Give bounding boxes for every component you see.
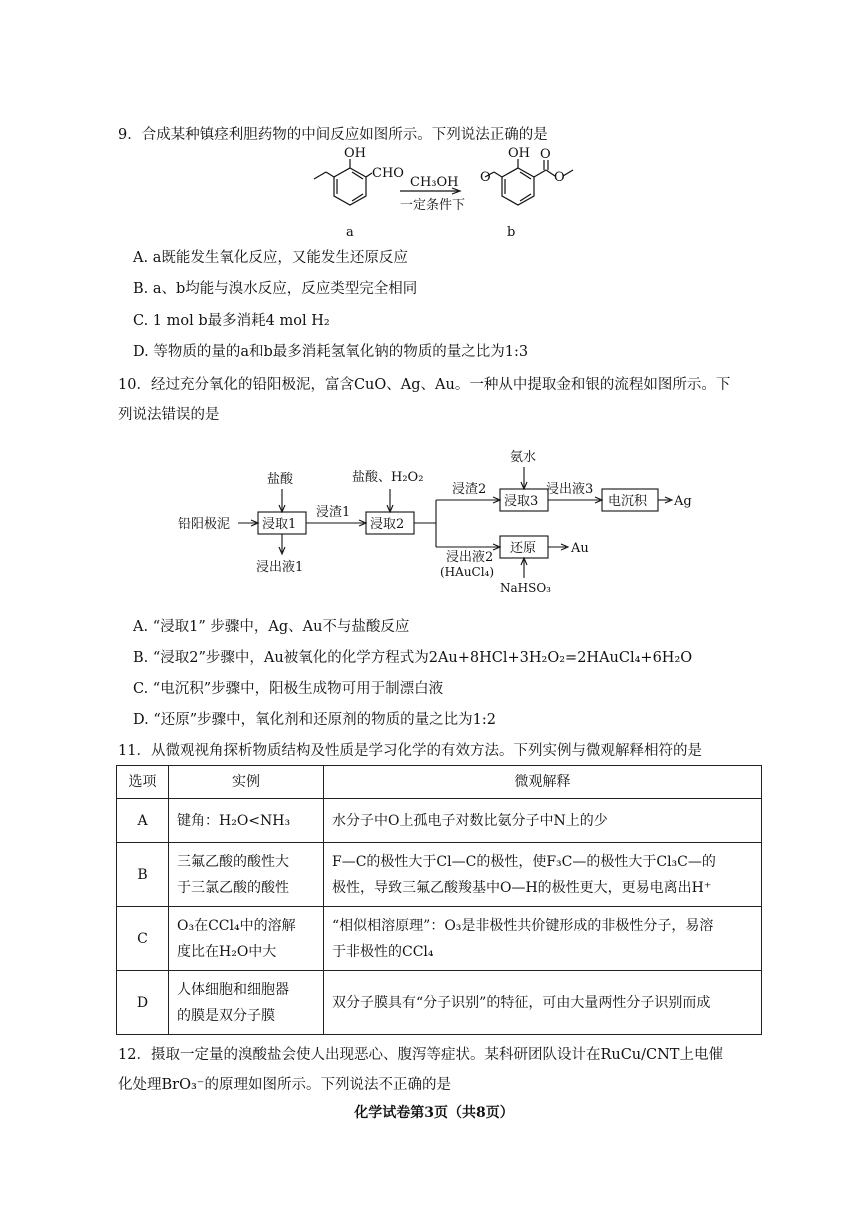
q10-option-a: A. “浸取1” 步骤中，Ag、Au不与盐酸反应 [133,619,410,635]
table-header-row [117,766,762,799]
q9-reaction-scheme [300,143,600,241]
flow-leach2-formula: (HAuCl₄) [440,565,495,579]
row-example: 三氟乙酸的酸性大 于三氯乙酸的酸性 [169,843,324,907]
row-option: B [117,843,169,907]
flow-box1: 浸取1 [262,517,297,532]
row-option: A [117,799,169,843]
table-row [117,971,762,1035]
header-example: 实例 [169,766,324,799]
q9-option-d: D. 等物质的量的a和b最多消耗氢氧化钠的物质的量之比为1:3 [133,344,529,360]
q11-table [116,765,762,1035]
q9-label-cho: CHO [372,166,404,181]
header-option: 选项 [117,766,169,799]
flow-product-au: Au [571,541,589,556]
q9-option-a: A. a既能发生氧化反应，又能发生还原反应 [133,250,408,266]
row-option: C [117,907,169,971]
q9-label-a: a [346,225,354,240]
q9-label-oh-a: OH [344,146,366,161]
flow-product-ag: Ag [674,494,692,509]
flow-reagent3: 氨水 [510,450,537,465]
page-footer: 化学试卷第3页（共8页） [354,1105,514,1121]
table-row [117,799,762,843]
q9-label-oh-b: OH [508,146,530,161]
q10-stem-line2: 列说法错误的是 [118,407,220,423]
q9-label-condition: 一定条件下 [400,198,466,213]
q10-stem-line1: 10．经过充分氧化的铅阳极泥，富含CuO、Ag、Au。一种从中提取金和银的流程如图所示。下 [118,377,731,393]
flow-box2: 浸取2 [370,517,405,532]
table-row [117,843,762,907]
flow-box4: 电沉积 [608,494,648,509]
q10-flowchart [170,445,730,600]
flow-reagent5: NaHSO₃ [500,581,551,595]
q9-option-b: B. a、b均能与溴水反应，反应类型完全相同 [133,281,418,297]
q9-label-reagent: CH₃OH [410,175,459,190]
q11-stem: 11．从微观视角探析物质结构及性质是学习化学的有效方法。下列实例与微观解释相符的是 [118,743,702,759]
q12-line1: 12．摄取一定量的溴酸盐会使人出现恶心、腹泻等症状。某科研团队设计在RuCu/CNT上电催 [118,1047,723,1063]
q9-label-b: b [507,225,516,240]
flow-out1: 浸出液1 [256,560,304,575]
q10-option-c: C. “电沉积”步骤中，阳极生成物可用于制漂白液 [133,681,444,697]
q9-stem: 9．合成某种镇痉利胆药物的中间反应如图所示。下列说法正确的是 [118,127,548,143]
flow-residue2: 浸渣2 [452,482,487,497]
row-option: D [117,971,169,1035]
row-explanation: 双分子膜具有“分子识别”的特征，可由大量两性分子识别而成 [324,971,762,1035]
flow-leach3: 浸出液3 [546,482,594,497]
row-example: 人体细胞和细胞器 的膜是双分子膜 [169,971,324,1035]
flow-box5: 还原 [510,541,537,556]
header-explanation: 微观解释 [324,766,762,799]
table-row [117,907,762,971]
q10-option-d: D. “还原”步骤中，氧化剂和还原剂的物质的量之比为1:2 [133,712,496,728]
q10-option-b: B. “浸取2”步骤中，Au被氧化的化学方程式为2Au+8HCl+3H₂O₂=2HAuCl₄+6H₂O [133,650,693,666]
q9-option-c: C. 1 mol b最多消耗4 mol H₂ [133,313,330,329]
q12-line2: 化处理BrO₃⁻的原理如图所示。下列说法不正确的是 [118,1077,451,1093]
flow-leach2: 浸出液2 [446,550,494,565]
row-explanation: “相似相溶原理”：O₃是非极性共价键形成的非极性分子，易溶 于非极性的CCl₄ [324,907,762,971]
row-example: O₃在CCl₄中的溶解 度比在H₂O中大 [169,907,324,971]
row-explanation: F—C的极性大于Cl—C的极性，使F₃C—的极性大于Cl₃C—的 极性，导致三氟乙酸羧基中O—H的极性更大，更易电离出H⁺ [324,843,762,907]
flow-reagent2: 盐酸、H₂O₂ [352,470,424,485]
flow-box3: 浸取3 [504,494,539,509]
q9-label-o-carbonyl: O [540,147,551,162]
row-explanation: 水分子中O上孤电子对数比氨分子中N上的少 [324,799,762,843]
flow-start: 铅阳极泥 [178,517,231,532]
row-example: 键角：H₂O<NH₃ [169,799,324,843]
flow-reagent1: 盐酸 [267,472,294,487]
flow-mid1: 浸渣1 [316,505,351,520]
q9-label-o-ester: O [554,170,565,185]
q9-label-o-ring: O [480,170,491,185]
